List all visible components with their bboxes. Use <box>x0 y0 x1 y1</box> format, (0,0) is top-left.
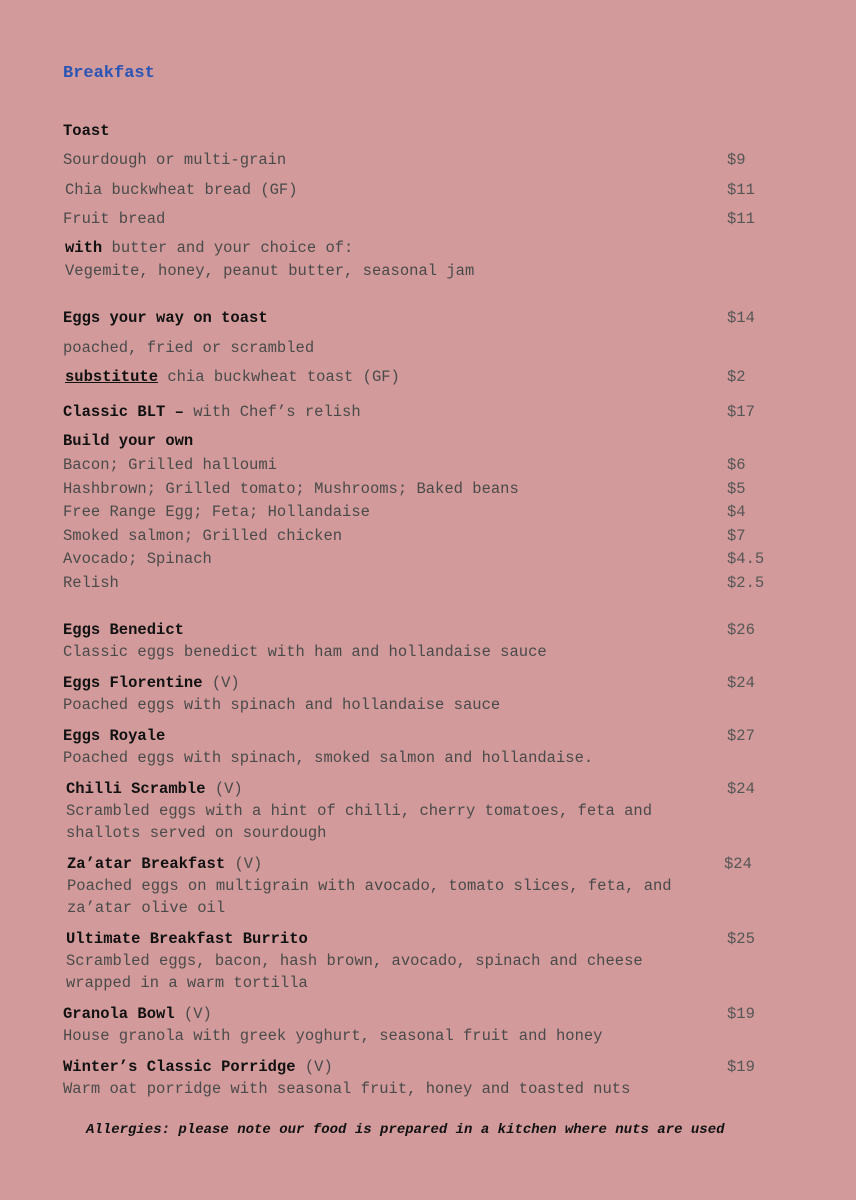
dish-desc: Classic eggs benedict with ham and hollandaise sauce <box>63 643 547 661</box>
dish-desc: Poached eggs with spinach and hollandaise sauce <box>63 696 501 714</box>
toast-with-line <box>65 239 353 258</box>
blt-line <box>63 403 361 422</box>
toast-with-rest: butter and your choice of: <box>102 239 354 257</box>
eggs-toast-price: $14 <box>727 309 755 327</box>
toast-with-bold: with <box>65 239 103 257</box>
dish-price: $26 <box>727 621 755 639</box>
dish-desc: House granola with greek yoghurt, seasonal fruit and honey <box>63 1027 603 1045</box>
toast-item-name: Sourdough or multi-grain <box>63 151 287 169</box>
dish-name-line <box>63 727 165 746</box>
allergy-note: Allergies: please note our food is prepared in a kitchen where nuts are used <box>86 1122 725 1138</box>
dish-tag: (V) <box>174 1005 212 1023</box>
dish-desc: Warm oat porridge with seasonal fruit, honey and toasted nuts <box>63 1080 631 1098</box>
dish-name-line <box>66 780 243 799</box>
dish-name-line <box>63 1058 333 1077</box>
dish-name: Granola Bowl <box>63 1005 175 1023</box>
substitute-rest: chia buckwheat toast (GF) <box>158 368 400 386</box>
dish-name: Za’atar Breakfast <box>67 855 226 873</box>
dish-price: $25 <box>727 930 755 948</box>
dish-name: Eggs Florentine <box>63 674 203 692</box>
page-title: Breakfast <box>63 64 155 83</box>
blt-bold: Classic BLT – <box>63 403 184 421</box>
dish-desc: wrapped in a warm tortilla <box>66 974 308 992</box>
byo-item-name: Bacon; Grilled halloumi <box>63 456 277 474</box>
byo-item-price: $6 <box>727 456 746 474</box>
byo-item-name: Avocado; Spinach <box>63 550 212 568</box>
byo-item-price: $7 <box>727 527 746 545</box>
dish-name: Chilli Scramble <box>66 780 206 798</box>
substitute-bold: substitute <box>65 368 159 386</box>
dish-tag: (V) <box>202 674 240 692</box>
eggs-toast-substitute <box>65 368 400 387</box>
toast-item-name: Chia buckwheat bread (GF) <box>65 181 298 199</box>
dish-price: $19 <box>727 1005 755 1023</box>
dish-desc: shallots served on sourdough <box>66 824 327 842</box>
dish-name: Winter’s Classic Porridge <box>63 1058 296 1076</box>
blt-price: $17 <box>727 403 755 421</box>
eggs-toast-desc: poached, fried or scrambled <box>63 339 315 357</box>
dish-name: Eggs Benedict <box>63 621 184 639</box>
byo-heading: Build your own <box>63 432 194 450</box>
dish-desc: Scrambled eggs with a hint of chilli, cherry tomatoes, feta and <box>66 802 652 820</box>
byo-item-name: Free Range Egg; Feta; Hollandaise <box>63 503 370 521</box>
toast-item-price: $11 <box>727 210 755 228</box>
dish-price: $24 <box>727 780 755 798</box>
dish-name-line <box>67 855 262 874</box>
dish-price: $19 <box>727 1058 755 1076</box>
substitute-price: $2 <box>727 368 746 386</box>
toast-item-price: $11 <box>727 181 755 199</box>
dish-price: $24 <box>724 855 752 873</box>
dish-name-line <box>66 930 308 949</box>
toast-item-name: Fruit bread <box>63 210 166 228</box>
dish-name-line <box>63 1005 212 1024</box>
byo-item-name: Hashbrown; Grilled tomato; Mushrooms; Baked beans <box>63 480 519 498</box>
dish-name-line <box>63 621 184 640</box>
byo-item-price: $4 <box>727 503 746 521</box>
toast-spreads: Vegemite, honey, peanut butter, seasonal jam <box>65 262 475 280</box>
byo-item-name: Smoked salmon; Grilled chicken <box>63 527 343 545</box>
byo-item-price: $4.5 <box>727 550 765 568</box>
eggs-toast-heading: Eggs your way on toast <box>63 309 268 327</box>
dish-name-line <box>63 674 240 693</box>
toast-heading: Toast <box>63 122 110 140</box>
byo-item-price: $5 <box>727 480 746 498</box>
dish-tag: (V) <box>205 780 243 798</box>
dish-tag: (V) <box>295 1058 333 1076</box>
dish-desc: Poached eggs with spinach, smoked salmon and hollandaise. <box>63 749 594 767</box>
dish-desc: Poached eggs on multigrain with avocado, tomato slices, feta, and <box>67 877 672 895</box>
dish-name: Eggs Royale <box>63 727 166 745</box>
byo-item-price: $2.5 <box>727 574 765 592</box>
dish-desc: Scrambled eggs, bacon, hash brown, avocado, spinach and cheese <box>66 952 643 970</box>
dish-price: $27 <box>727 727 755 745</box>
dish-name: Ultimate Breakfast Burrito <box>66 930 308 948</box>
toast-item-price: $9 <box>727 151 746 169</box>
byo-item-name: Relish <box>63 574 119 592</box>
dish-desc: za’atar olive oil <box>67 899 226 917</box>
dish-price: $24 <box>727 674 755 692</box>
blt-rest: with Chef’s relish <box>183 403 361 421</box>
dish-tag: (V) <box>225 855 263 873</box>
